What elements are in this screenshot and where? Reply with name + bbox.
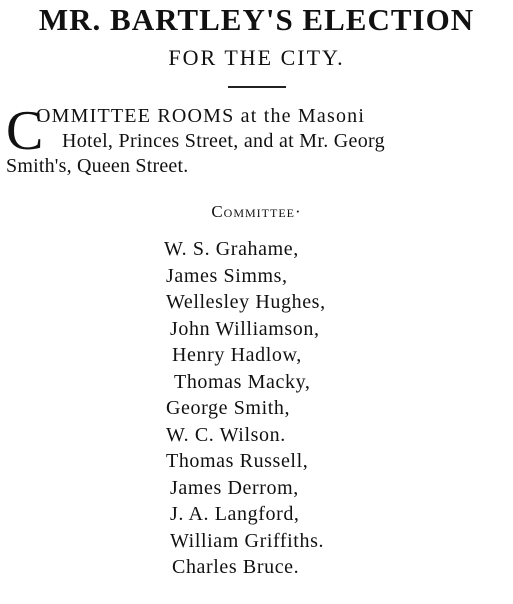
paragraph-line-1: OMMITTEE ROOMS at the Masoni <box>36 105 366 127</box>
committee-member-list <box>0 236 513 581</box>
committee-member: John Williamson, <box>170 317 320 340</box>
committee-member: Thomas Macky, <box>174 370 311 393</box>
committee-member: James Simms, <box>166 264 288 287</box>
committee-member: W. S. Grahame, <box>164 238 299 260</box>
committee-member: Thomas Russell, <box>166 450 309 472</box>
committee-member: Henry Hadlow, <box>172 344 302 366</box>
committee-member: W. C. Wilson. <box>166 423 286 446</box>
subheadline: FOR THE CITY. <box>168 45 345 70</box>
drop-cap: C <box>6 100 44 162</box>
committee-heading: Committee· <box>211 202 302 221</box>
notice-paragraph <box>6 100 512 179</box>
headline: MR. BARTLEY'S ELECTION <box>38 2 475 37</box>
divider-rule <box>228 86 286 88</box>
committee-member: Wellesley Hughes, <box>166 291 326 313</box>
committee-member: William Griffiths. <box>170 529 325 552</box>
paragraph-line-3: Smith's, Queen Street. <box>6 155 189 177</box>
committee-member: James Derrom, <box>170 476 299 499</box>
paragraph-line-2: Hotel, Princes Street, and at Mr. Georg <box>62 130 385 152</box>
committee-member: George Smith, <box>166 397 291 419</box>
committee-member: J. A. Langford, <box>170 503 300 525</box>
committee-member: Charles Bruce. <box>172 556 300 578</box>
